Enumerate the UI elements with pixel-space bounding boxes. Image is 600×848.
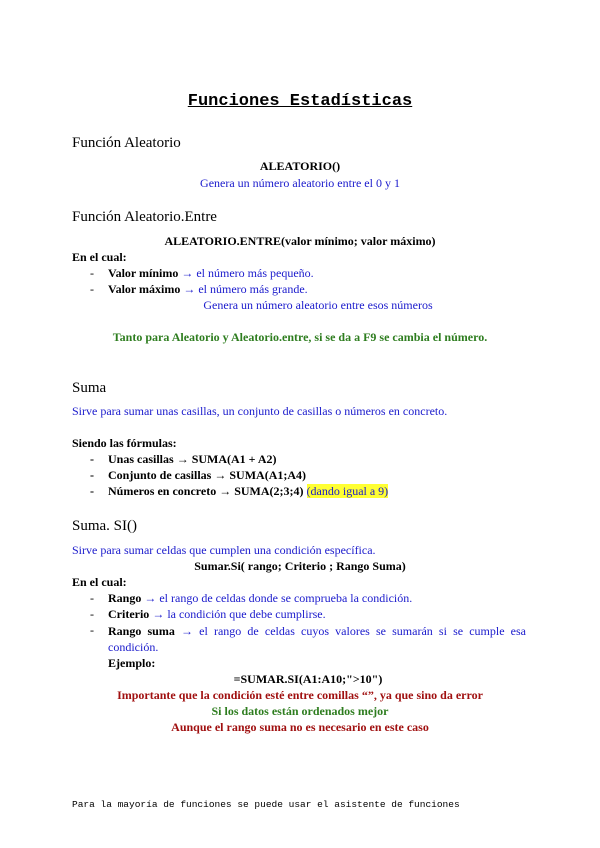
list-item: - Valor máximo → el número más grande. <box>90 282 308 296</box>
arrow-icon: → <box>152 607 165 621</box>
list-item: - Unas casillas → SUMA(A1 + A2) <box>90 452 277 466</box>
note-optional: Aunque el rango suma no es necesario en este caso <box>171 720 429 734</box>
formula-suma-si: Sumar.Si( rango; Criterio ; Rango Suma) <box>194 559 406 573</box>
heading-suma: Suma <box>72 380 107 396</box>
ejemplo-label: Ejemplo: <box>108 656 156 670</box>
list-dash: - <box>90 623 94 637</box>
heading-suma-si: Suma. SI() <box>72 518 137 534</box>
en-el-cual-label: En el cual: <box>72 575 127 589</box>
formula-aleatorio-entre: ALEATORIO.ENTRE(valor mínimo; valor máximo) <box>164 234 436 248</box>
list-item: - Números en concreto → SUMA(2;3;4) (dando igual a 9) <box>90 484 389 498</box>
note-important: Importante que la condición esté entre comillas “”, ya que sino da error <box>117 688 483 702</box>
footer-note: Para la mayoría de funciones se puede usar el asistente de funciones <box>72 799 460 810</box>
list-item: Rango suma → el rango de celdas cuyos valores se sumarán si se cumple esa condición. <box>108 624 527 654</box>
arrow-icon: → <box>214 468 227 482</box>
note-f9: Tanto para Aleatorio y Aleatorio.entre, si se da a F9 se cambia el número. <box>112 330 488 344</box>
arrow-icon: → <box>144 591 157 605</box>
list-item: - Conjunto de casillas → SUMA(A1;A4) <box>90 468 307 482</box>
list-item: - Criterio → la condición que debe cumplirse. <box>90 607 326 621</box>
heading-aleatorio: Función Aleatorio <box>72 135 181 151</box>
formula-aleatorio: ALEATORIO() <box>259 159 341 173</box>
list-item: - Valor mínimo → el número más pequeño. <box>90 266 314 280</box>
heading-aleatorio-entre: Función Aleatorio.Entre <box>72 209 217 225</box>
list-item: - Rango → el rango de celdas donde se comprueba la condición. <box>90 591 413 605</box>
arrow-icon: → <box>219 484 232 498</box>
desc-suma-si: Sirve para sumar celdas que cumplen una condición específica. <box>72 543 376 557</box>
arrow-icon: → <box>183 282 196 296</box>
highlight-result: (dando igual a 9) <box>306 484 389 498</box>
desc-aleatorio: Genera un número aleatorio entre el 0 y 1 <box>200 176 400 190</box>
ejemplo-formula: =SUMAR.SI(A1:A10;">10") <box>233 672 383 686</box>
desc-suma: Sirve para sumar unas casillas, un conjunto de casillas o números en concreto. <box>72 404 448 418</box>
arrow-icon: → <box>181 266 194 280</box>
page-title: Funciones Estadísticas <box>187 92 413 111</box>
en-el-cual-label: En el cual: <box>72 250 127 264</box>
arrow-icon: → <box>180 624 193 638</box>
arrow-icon: → <box>176 452 189 466</box>
desc-aleatorio-entre: Genera un número aleatorio entre esos números <box>203 298 433 312</box>
note-sorted: Si los datos están ordenados mejor <box>211 704 389 718</box>
siendo-label: Siendo las fórmulas: <box>72 436 177 450</box>
